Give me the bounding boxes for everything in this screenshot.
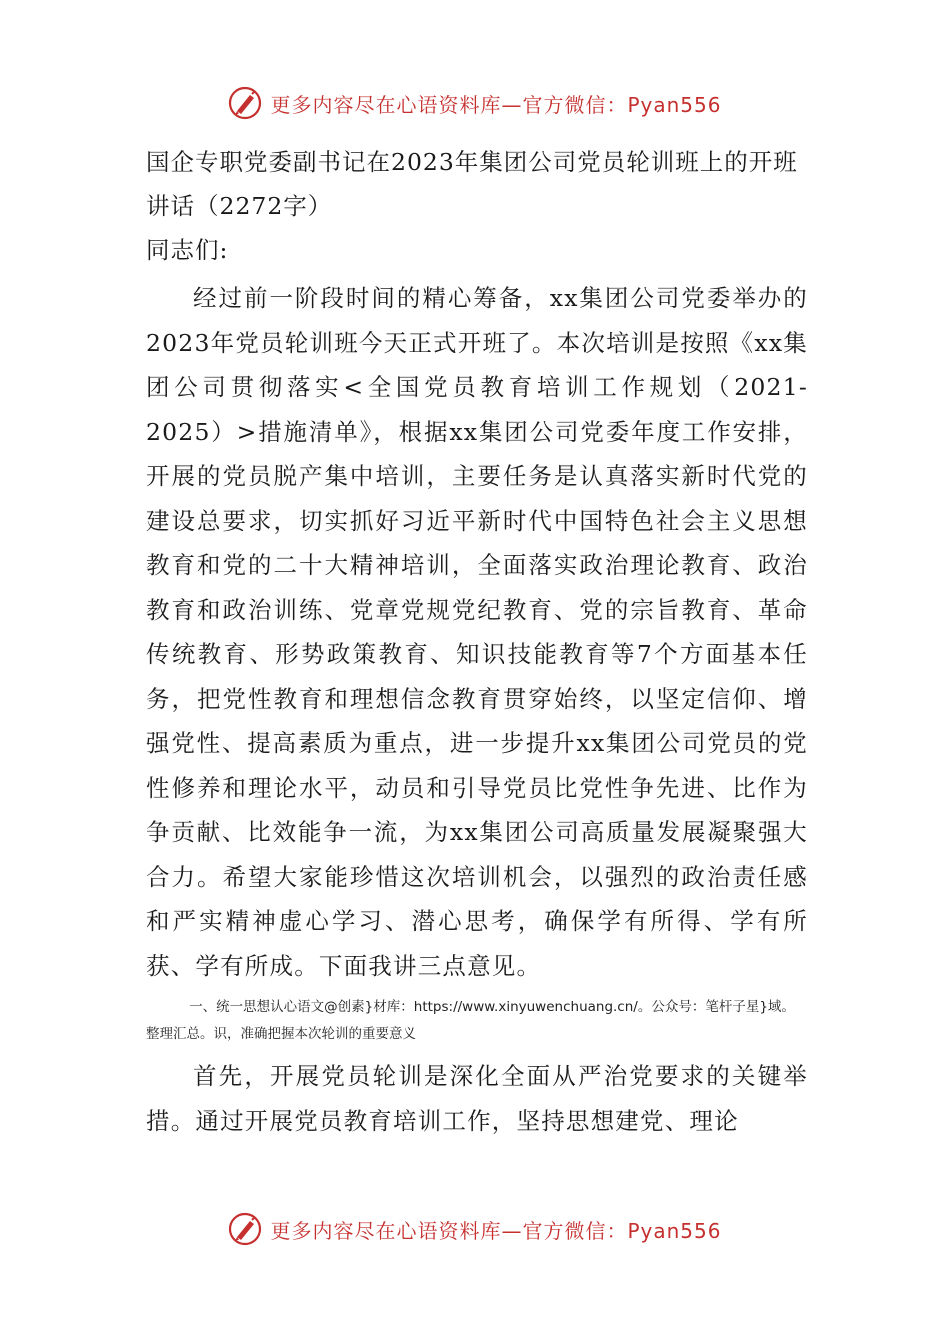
paragraph: 经过前一阶段时间的精心筹备，xx集团公司党委举办的2023年党员轮训班今天正式开班了。本次培训是按照《xx集团公司贯彻落实<全国党员教育培训工作规划（2021-2025）>措施清单》，根据xx集团公司党委年度工作安排，开展的党员脱产集中培训，主要任务是认真落实新时代党的建设总要求，切实抓好习近平新时代中国特色社会主义思想教育和党的二十大精神培训，全面落实政治理论教育、政治教育和政治训练、党章党规党纪教育、党的宗旨教育、革命传统教育、形势政策教育、知识技能教育等7个方面基本任务，把党性教育和理想信念教育贯穿始终，以坚定信仰、增强党性、提高素质为重点，进一步提升xx集团公司党员的党性修养和理论水平，动员和引导党员比党性争先进、比作为争贡献、比效能争一流，为xx集团公司高质量发展凝聚强大合力。希望大家能珍惜这次培训机会，以强烈的政治责任感和严实精神虚心学习、潜心思考，确保学有所得、学有所获、学有所成。下面我讲三点意见。	[146, 284, 808, 980]
watermark-text: 更多内容尽在心语资料库—官方微信：Pyan556	[270, 92, 722, 117]
watermark-footer	[0, 1206, 950, 1252]
pen-logo-icon	[228, 86, 262, 120]
salutation: 同志们:	[146, 236, 229, 264]
section-heading: 一、统一思想认心语文@创素}材库：https://www.xinyuwenchuang.cn/。公众号：笔杆子星}域。整理汇总。识，准确把握本次轮训的重要意义	[146, 999, 795, 1042]
watermark-text: 更多内容尽在心语资料库—官方微信：Pyan556	[270, 1218, 722, 1243]
paragraph: 首先，开展党员轮训是深化全面从严治党要求的关键举措。通过开展党员教育培训工作，坚持思想建党、理论	[146, 1062, 808, 1135]
document-body	[146, 140, 808, 1143]
watermark-header	[0, 80, 950, 126]
document-title: 国企专职党委副书记在2023年集团公司党员轮训班上的开班讲话（2272字）	[146, 148, 798, 220]
pen-logo-icon	[228, 1212, 262, 1246]
